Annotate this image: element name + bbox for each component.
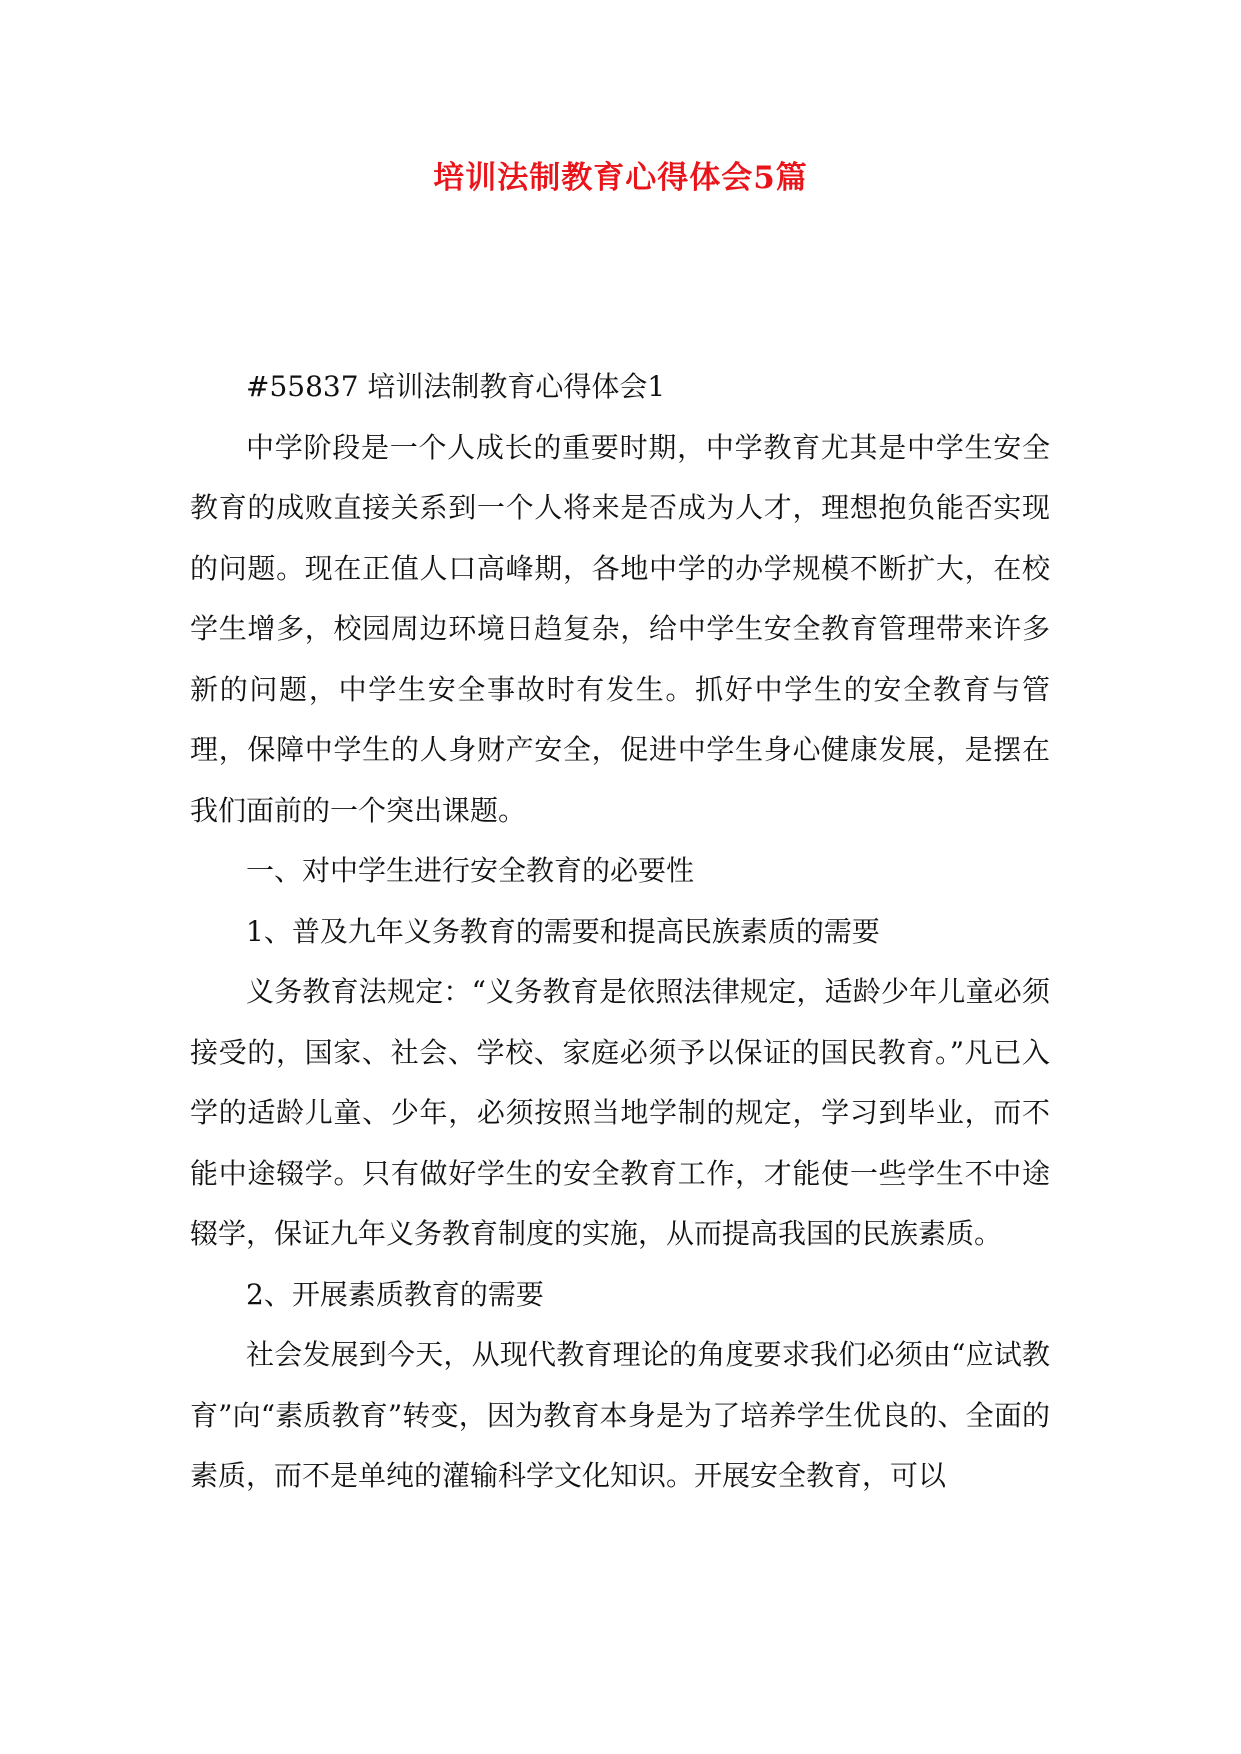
- body-paragraph: 中学阶段是一个人成长的重要时期，中学教育尤其是中学生安全教育的成败直接关系到一个人将来是否成为人才，理想抱负能否实现的问题。现在正值人口高峰期，各地中学的办学规模不断扩大，在校学生增多，校园周边环境日趋复杂，给中学生安全教育管理带来许多新的问题，中学生安全事故时有发生。抓好中学生的安全教育与管理，保障中学生的人身财产安全，促进中学生身心健康发展，是摆在我们面前的一个突出课题。: [190, 430, 1050, 827]
- document-title: 培训法制教育心得体会5篇: [433, 160, 808, 196]
- subheading: 2、开展素质教育的需要: [246, 1277, 544, 1311]
- body-paragraph: 社会发展到今天，从现代教育理论的角度要求我们必须由“应试教育”向“素质教育”转变，因为教育本身是为了培养学生优良的、全面的素质，而不是单纯的灌输科学文化知识。开展安全教育，可以: [190, 1338, 1050, 1492]
- document-body: [190, 357, 1050, 1507]
- subheading: 一、对中学生进行安全教育的必要性: [246, 854, 695, 887]
- body-paragraph: 义务教育法规定：“义务教育是依照法律规定，适龄少年儿童必须接受的，国家、社会、学校、家庭必须予以保证的国民教育。”凡已入学的适龄儿童、少年，必须按照当地学制的规定，学习到毕业，而不能中途辍学。只有做好学生的安全教育工作，才能使一些学生不中途辍学，保证九年义务教育制度的实施，从而提高我国的民族素质。: [190, 975, 1050, 1250]
- section-heading: #55837 培训法制教育心得体会1: [246, 370, 666, 403]
- subheading: 1、普及九年义务教育的需要和提高民族素质的需要: [246, 914, 880, 948]
